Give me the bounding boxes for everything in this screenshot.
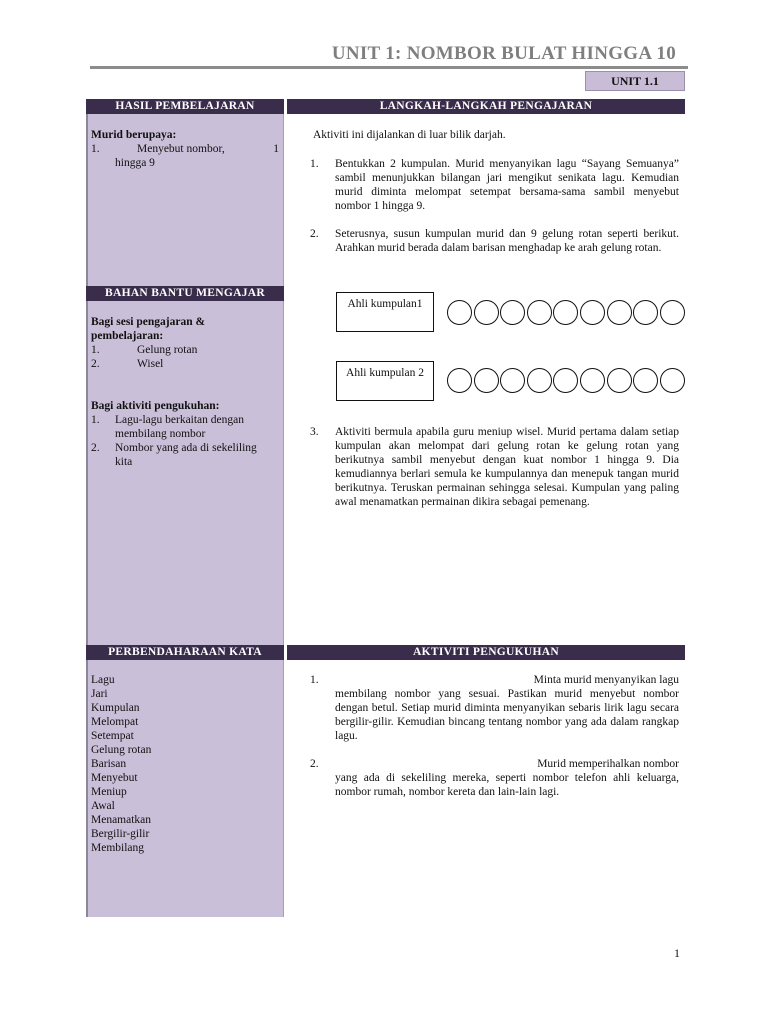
vocab-word: Bergilir-gilir — [91, 828, 150, 840]
bahan-item: 2. Wisel — [91, 358, 164, 370]
ring-icon — [500, 368, 525, 393]
ring-icon — [580, 300, 605, 325]
vocab-word: Awal — [91, 800, 115, 812]
bahan-item: 2. Nombor yang ada di sekeliling — [91, 442, 257, 454]
unit-title: UNIT 1: NOMBOR BULAT HINGGA 10 — [331, 43, 676, 64]
rings-row-1 — [447, 300, 686, 325]
hasil-section — [91, 128, 279, 170]
bahan-item-cont: kita — [115, 456, 133, 468]
langkah-step-2: 2. Seterusnya, susun kumpulan murid dan 9 gelung rotan seperti berikut. Arahkan murid berada dalam barisan menghadap ke arah gelung rotan. — [310, 228, 679, 254]
bahan-subheading-2: Bagi aktiviti pengukuhan: — [91, 400, 220, 412]
rings-row-2 — [447, 368, 686, 393]
vocab-word: Barisan — [91, 758, 127, 770]
hasil-item: 1. Menyebut nombor, 1 — [91, 143, 279, 155]
bahan-item: 1. Lagu-lagu berkaitan dengan — [91, 414, 244, 426]
bahan-subheading-1: Bagi sesi pengajaran & — [91, 316, 206, 328]
bahan-subheading-1b: pembelajaran: — [91, 330, 164, 342]
ring-icon — [447, 300, 472, 325]
ring-icon — [527, 368, 552, 393]
hasil-item-cont: hingga 9 — [115, 157, 155, 169]
vocab-word: Membilang — [91, 842, 145, 854]
ring-icon — [500, 300, 525, 325]
ring-icon — [474, 300, 499, 325]
ring-icon — [633, 368, 658, 393]
pengukuhan-item-1: 1. Minta murid menyanyikan lagu membilang nombor yang sesuai. Pastikan murid menyebut nombor dengan betul. Setiap murid diminta menyanyikan sebaris lirik lagu secara bergilir-gilir. Kemudian bincang tentang nombor yang ada dalam rangkap lagu. — [310, 674, 679, 742]
page-number: 1 — [674, 946, 680, 960]
ring-icon — [447, 368, 472, 393]
pengukuhan-heading: AKTIVITI PENGUKUHAN — [287, 645, 685, 660]
bahan-heading: BAHAN BANTU MENGAJAR — [86, 286, 284, 301]
vocab-word: Menyebut — [91, 772, 138, 784]
ring-icon — [660, 300, 685, 325]
vocab-word: Lagu — [91, 674, 115, 686]
vocab-word: Jari — [91, 688, 108, 700]
ring-icon — [553, 300, 578, 325]
ring-icon — [607, 300, 632, 325]
langkah-step-3: 3. Aktiviti bermula apabila guru meniup wisel. Murid pertama dalam setiap kumpulan akan melompat dari gelung rotan ke gelung rotan yang berikutnya sambil menyebut dengan kuat nombor 1 hingga 9. Dia kemudiannya berlari semula ke kumpulannya dan menepuk tangan murid berikutnya. Teruskan permainan sehingga selesai. Kumpulan yang paling awal menamatkan permainan dikira sebagai pemenang. — [310, 426, 679, 508]
vocab-word: Kumpulan — [91, 702, 140, 714]
kata-heading: PERBENDAHARAAN KATA — [86, 645, 284, 660]
bahan-item-cont: membilang nombor — [115, 428, 206, 440]
bahan-item: 1. Gelung rotan — [91, 344, 198, 356]
group-2-box: Ahli kumpulan 2 — [336, 361, 434, 401]
ring-icon — [474, 368, 499, 393]
hasil-heading: HASIL PEMBELAJARAN — [86, 99, 284, 114]
langkah-intro: Aktiviti ini dijalankan di luar bilik darjah. — [313, 129, 506, 141]
ring-icon — [553, 368, 578, 393]
hasil-subheading: Murid berupaya: — [91, 129, 177, 141]
ring-icon — [527, 300, 552, 325]
group-1-box: Ahli kumpulan1 — [336, 292, 434, 332]
langkah-step-1: 1. Bentukkan 2 kumpulan. Murid menyanyikan lagu “Sayang Semuanya” sambil menunjukkan bilangan jari mengikut senikata lagu. Kemudian murid diminta melompat setempat bersama-sama sambil menyebut nombor 1 hingga 9. — [310, 158, 679, 212]
vocab-word: Melompat — [91, 716, 139, 728]
vocab-word: Gelung rotan — [91, 744, 152, 756]
bahan-section — [91, 315, 279, 469]
vocab-list — [91, 673, 279, 855]
vocab-word: Meniup — [91, 786, 127, 798]
pengukuhan-item-2: 2. Murid memperihalkan nombor yang ada di sekeliling mereka, seperti nombor telefon ahli keluarga, nombor rumah, nombor kereta dan lain-lain lagi. — [310, 758, 679, 798]
ring-icon — [607, 368, 632, 393]
unit-badge: UNIT 1.1 — [585, 71, 685, 91]
ring-icon — [660, 368, 685, 393]
ring-icon — [633, 300, 658, 325]
vocab-word: Menamatkan — [91, 814, 152, 826]
title-divider — [90, 66, 688, 69]
vocab-word: Setempat — [91, 730, 134, 742]
ring-icon — [580, 368, 605, 393]
langkah-heading: LANGKAH-LANGKAH PENGAJARAN — [287, 99, 685, 114]
